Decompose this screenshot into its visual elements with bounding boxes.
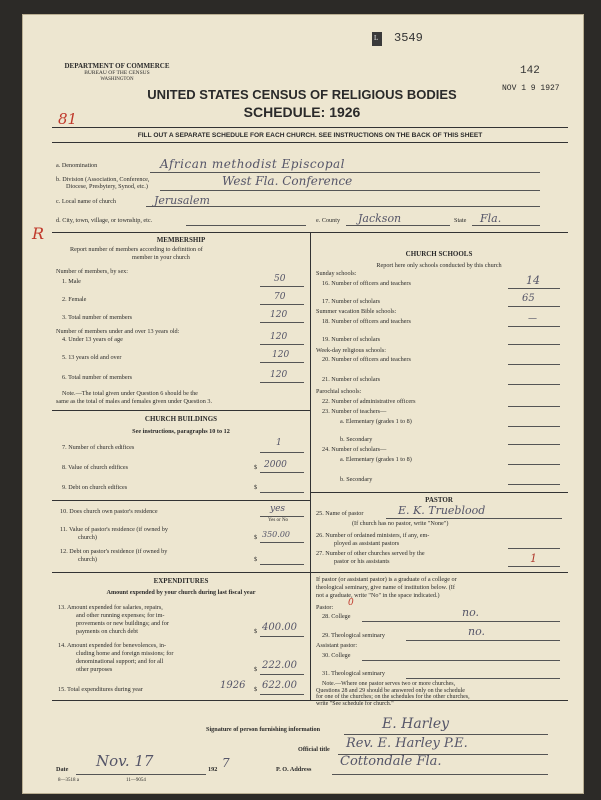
membership-title: MEMBERSHIP [156, 236, 206, 244]
q8-label: 8. Value of church edifices [62, 464, 129, 471]
field-line [260, 362, 304, 363]
q23a-label: a. Elementary (grades 1 to 8) [340, 418, 412, 425]
field-line [76, 774, 206, 775]
q12-dollar: $ [254, 556, 258, 563]
q4-label: 4. Under 13 years of age [62, 336, 123, 343]
q10-value: yes [270, 504, 286, 514]
rule [52, 500, 310, 501]
field-line [260, 452, 304, 453]
q13-label-2: and other running expenses; for im- [76, 612, 165, 619]
field-line [508, 306, 560, 307]
membership-intro-2: member in your church [132, 254, 190, 261]
buildings-intro: See instructions, paragraphs 10 to 12 [132, 428, 230, 435]
q14-label-2: cluding home and foreign missions; for [76, 650, 174, 657]
grad-text-3: not a graduate, write "No" in the space indicated.) [316, 592, 440, 599]
field-line [508, 406, 560, 407]
q14-label-1: 14. Amount expended for benevolences, in- [58, 642, 167, 649]
year-suffix: 7 [222, 756, 230, 770]
stamp-number: 3549 [394, 31, 423, 45]
date-stamp: NOV 1 9 1927 [502, 84, 560, 93]
field-line [260, 304, 304, 305]
field-line [508, 364, 560, 365]
official-title-label: Official title [298, 746, 330, 753]
q9-label: 9. Debt on church edifices [62, 484, 128, 491]
q26-label-2: ployed as assistant pastors [334, 540, 400, 547]
q13-label-3: provements or new buildings; and for [76, 620, 169, 627]
q29-label: 29. Theological seminary [322, 632, 385, 639]
sunday-label: Sunday schools: [316, 270, 357, 277]
date-label: Date [56, 766, 69, 773]
field-line [508, 548, 560, 549]
division-label-1: b. Division (Association, Conference, [56, 176, 150, 183]
year-prefix: 192 [208, 766, 218, 773]
q15-year: 1926 [220, 680, 246, 691]
pastor-mark: 0 [348, 598, 354, 608]
schools-title: CHURCH SCHOOLS [405, 250, 473, 258]
church-name-value: Jerusalem [154, 194, 210, 207]
margin-mark-81: 81 [58, 110, 78, 128]
signature-value: E. Harley [382, 716, 450, 732]
q21-label: 21. Number of scholars [322, 376, 381, 383]
q11-label-2: church) [78, 534, 97, 541]
pastor-label: Pastor: [316, 604, 334, 611]
q19-label: 19. Number of scholars [322, 336, 381, 343]
q16-value: 14 [526, 274, 540, 287]
form-subtitle: SCHEDULE: 1926 [243, 104, 361, 120]
field-line [186, 225, 306, 226]
q11-dollar: $ [254, 534, 258, 541]
q24b-label: b. Secondary [340, 476, 373, 483]
column-divider [310, 232, 311, 700]
q13-label-1: 13. Amount expended for salaries, repairs, [58, 604, 163, 611]
pastor-note-4: write "See schedule for church." [316, 701, 394, 707]
q3-value: 120 [270, 310, 288, 320]
rule [310, 572, 568, 573]
q8-value: 2000 [264, 460, 287, 470]
field-line [508, 464, 560, 465]
county-value: Jackson [358, 212, 402, 225]
parochial-label: Parochial schools: [316, 388, 362, 395]
field-line [260, 492, 304, 493]
q15-label: 15. Total expenditures during year [58, 686, 143, 693]
field-line [260, 564, 304, 565]
field-line [508, 444, 560, 445]
q27-label-2: pastor or his assistants [334, 558, 390, 565]
field-line [332, 774, 548, 775]
stamp-prefix: L [374, 34, 379, 42]
q11-label-1: 11. Value of pastor's residence (if owned by [60, 526, 168, 533]
q15-value: 622.00 [262, 680, 297, 691]
print-number: 11—9054 [126, 778, 146, 783]
field-line [260, 472, 304, 473]
q14-value: 222.00 [262, 660, 297, 671]
q27-label-1: 27. Number of other churches served by the [316, 550, 425, 557]
membership-note-2: same as the total of males and females given under Question 3. [56, 398, 213, 405]
pastor-note-2: Questions 28 and 29 should be answered only on the schedule [316, 688, 465, 694]
q12-label-1: 12. Debt on pastor's residence (if owned by [60, 548, 168, 555]
state-label: State [454, 217, 467, 224]
rule [52, 572, 310, 573]
church-name-label: c. Local name of church [56, 198, 116, 205]
state-value: Fla. [480, 212, 502, 225]
by-sex-label: Number of members, by sex: [56, 268, 128, 275]
q14-label-4: other purposes [76, 666, 113, 673]
q31-label: 31. Theological seminary [322, 670, 385, 677]
bureau-name: BUREAU OF THE CENSUS [84, 70, 150, 76]
field-line [260, 382, 304, 383]
field-line [260, 542, 304, 543]
q25-note: (If church has no pastor, write "None") [352, 520, 449, 527]
q5-value: 120 [272, 350, 290, 360]
q15-dollar: $ [254, 686, 258, 693]
field-line [508, 288, 560, 289]
official-title-value: Rev. E. Harley P.E. [346, 736, 468, 751]
yes-no-hint: Yes or No [268, 518, 289, 523]
q16-label: 16. Number of officers and teachers [322, 280, 411, 287]
q18-value: — [528, 314, 537, 324]
buildings-title: CHURCH BUILDINGS [144, 415, 218, 423]
po-address-value: Cottondale Fla. [340, 754, 442, 769]
field-line [260, 344, 304, 345]
denomination-value: African methodist Episcopal [160, 157, 346, 171]
field-line [508, 484, 560, 485]
field-line [406, 640, 560, 641]
expenditures-title: EXPENDITURES [153, 577, 209, 585]
field-line [508, 566, 560, 567]
q13-label-4: payments on church debt [76, 628, 139, 635]
margin-mark-r: R [32, 224, 45, 243]
signature-label: Signature of person furnishing information [206, 726, 321, 733]
membership-intro-1: Report number of members according to definition of [70, 246, 203, 253]
rule [310, 492, 568, 493]
q24a-label: a. Elementary (grades 1 to 8) [340, 456, 412, 463]
field-line [260, 694, 304, 695]
denomination-label: a. Denomination [56, 162, 98, 169]
date-value: Nov. 17 [96, 752, 154, 770]
form-number: 8—3518 a [58, 778, 79, 783]
q8-dollar: $ [254, 464, 258, 471]
q24-label: 24. Number of scholars— [322, 446, 387, 453]
field-line [508, 344, 560, 345]
field-line [508, 384, 560, 385]
grad-text-1: If pastor (or assistant pastor) is a graduate of a college or [316, 576, 457, 583]
q26-label-1: 26. Number of ordained ministers, if any, em- [316, 532, 430, 539]
q13-value: 400.00 [262, 622, 297, 633]
q23-label: 23. Number of teachers— [322, 408, 387, 415]
field-line [260, 322, 304, 323]
page-number: 142 [520, 65, 540, 77]
q20-label: 20. Number of officers and teachers [322, 356, 411, 363]
field-line [160, 190, 540, 191]
assistant-label: Assistant pastor: [316, 642, 358, 649]
membership-note-1: Note.—The total given under Question 6 should be the [62, 390, 198, 397]
q17-label: 17. Number of scholars [322, 298, 381, 305]
age-head: Number of members under and over 13 years old: [56, 328, 180, 335]
q12-label-2: church) [78, 556, 97, 563]
dept-name: DEPARTMENT OF COMMERCE [64, 62, 170, 70]
field-line [508, 326, 560, 327]
q14-label-3: denominational support; and for all [76, 658, 164, 665]
census-schedule-sheet [22, 14, 584, 794]
pastor-note-3: for one of the churches; on the schedules for the other churches, [316, 694, 470, 700]
field-line [344, 734, 548, 735]
q2-value: 70 [274, 292, 286, 302]
q1-label: 1. Male [62, 278, 81, 285]
division-value: West Fla. Conference [222, 174, 353, 188]
q25-value: E. K. Trueblood [398, 504, 486, 517]
field-line [260, 674, 304, 675]
pastor-title: PASTOR [425, 496, 453, 504]
q7-value: 1 [276, 438, 282, 448]
q30-label: 30. College [322, 652, 351, 659]
q2-label: 2. Female [62, 296, 87, 303]
schools-intro: Report here only schools conducted by this church [376, 262, 502, 269]
field-line [386, 518, 562, 519]
field-line [362, 660, 560, 661]
field-line [346, 225, 450, 226]
q28-label: 28. College [322, 613, 351, 620]
field-line [150, 172, 540, 173]
rule [52, 700, 568, 701]
county-label: e. County [316, 217, 341, 224]
q10-label: 10. Does church own pastor's residence [60, 508, 158, 515]
pastor-note-1: Note.—Where one pastor serves two or more churches, [322, 681, 456, 687]
q17-value: 65 [522, 293, 535, 304]
q13-dollar: $ [254, 628, 258, 635]
q5-label: 5. 13 years old and over [62, 354, 122, 361]
q29-value: no. [468, 625, 486, 638]
instruction-line: FILL OUT A SEPARATE SCHEDULE FOR EACH CHURCH. SEE INSTRUCTIONS ON THE BACK OF THIS SHEET [137, 132, 483, 139]
q23b-label: b. Secondary [340, 436, 373, 443]
grad-text-2: theological seminary, give name of institution below. (If [316, 584, 455, 591]
division-label-2: Diocese, Presbytery, Synod, etc.) [66, 183, 148, 190]
field-line [260, 636, 304, 637]
rule [52, 142, 568, 143]
q25-label: 25. Name of pastor [316, 510, 364, 517]
field-line [508, 426, 560, 427]
rule [52, 127, 568, 128]
q4-value: 120 [270, 332, 288, 342]
q3-label: 3. Total number of members [62, 314, 133, 321]
q6-value: 120 [270, 370, 288, 380]
q11-value: 350.00 [262, 530, 290, 539]
q1-value: 50 [274, 274, 286, 284]
field-line [362, 621, 560, 622]
field-line [260, 286, 304, 287]
q28-value: no. [462, 606, 480, 619]
q9-dollar: $ [254, 484, 258, 491]
field-line [472, 225, 540, 226]
summer-label: Summer vacation Bible schools: [316, 308, 397, 315]
q18-label: 18. Number of officers and teachers [322, 318, 411, 325]
city-label: d. City, town, village, or township, etc. [56, 217, 153, 224]
q22-label: 22. Number of administrative officers [322, 398, 416, 405]
weekday-label: Week-day religious schools: [316, 347, 386, 354]
q7-label: 7. Number of church edifices [62, 444, 135, 451]
q27-value: 1 [530, 552, 537, 565]
field-line [406, 678, 560, 679]
rule [52, 410, 310, 411]
po-address-label: P. O. Address [276, 766, 312, 773]
q14-dollar: $ [254, 666, 258, 673]
city-name: WASHINGTON [100, 77, 134, 82]
q6-label: 6. Total number of members [62, 374, 133, 381]
form-title: UNITED STATES CENSUS OF RELIGIOUS BODIES [147, 87, 457, 102]
expenditures-intro: Amount expended by your church during last fiscal year [106, 589, 256, 596]
